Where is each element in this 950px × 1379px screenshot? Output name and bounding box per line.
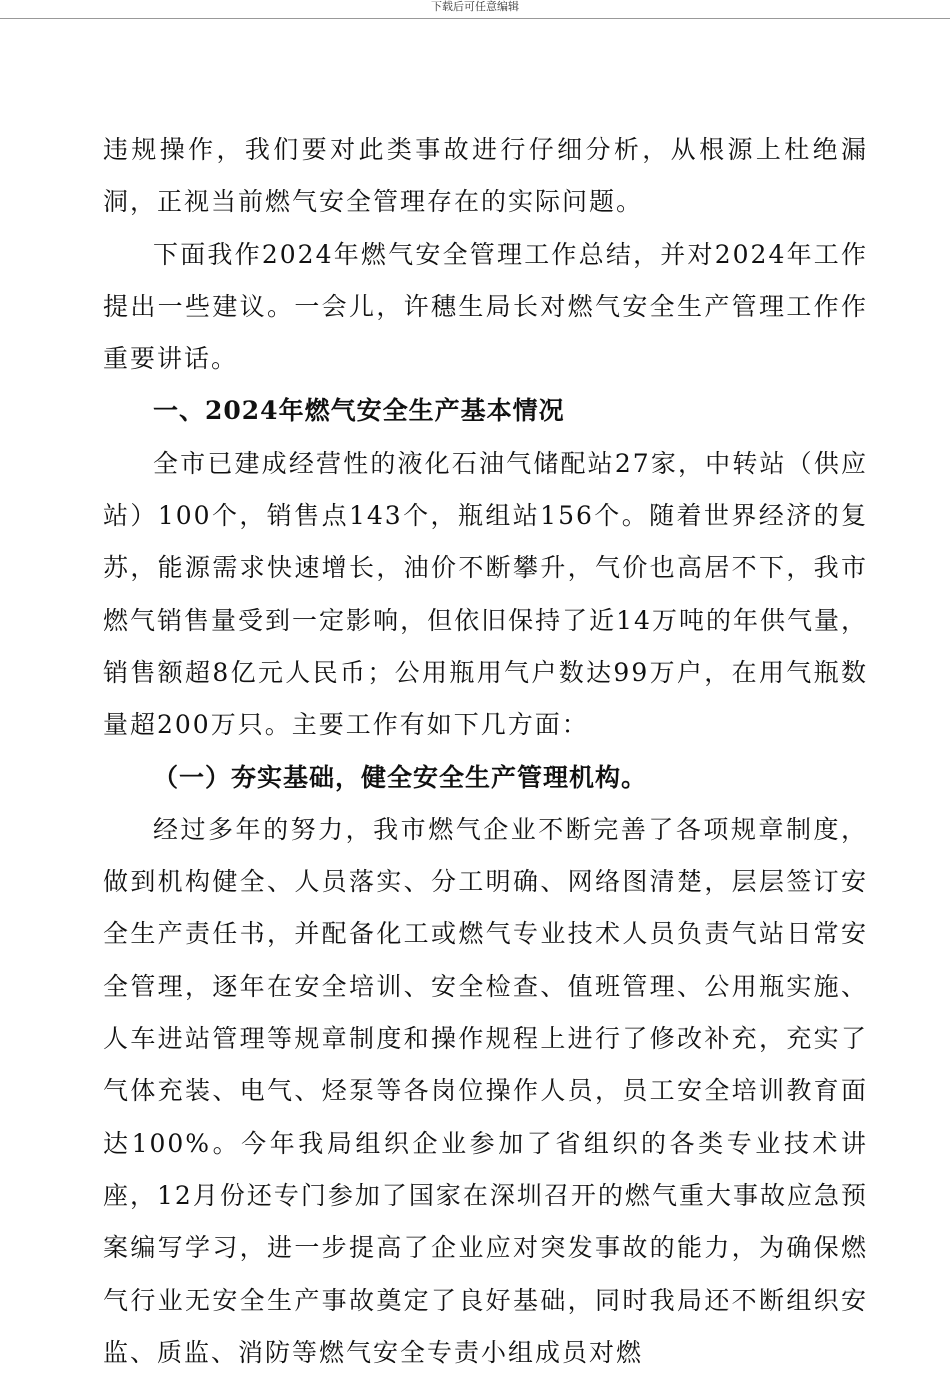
document-body [103,124,868,1379]
paragraph-foundation: 经过多年的努力，我市燃气企业不断完善了各项规章制度，做到机构健全、人员落实、分工明确、网络图清楚，层层签订安全生产责任书，并配备化工或燃气专业技术人员负责气站日常安全管理，逐年在安全培训、安全检查、值班管理、公用瓶实施、人车进站管理等规章制度和操作规程上进行了修改补充，充实了气体充装、电气、烃泵等各岗位操作人员，员工安全培训教育面达100%。今年我局组织企业参加了省组织的各类专业技术讲座，12月份还专门参加了国家在深圳召开的燃气重大事故应急预案编写学习，进一步提高了企业应对突发事故的能力，为确保燃气行业无安全生产事故奠定了良好基础，同时我局还不断组织安监、质监、消防等燃气安全专责小组成员对燃 [103,814,868,1367]
subsection-heading: （一）夯实基础，健全安全生产管理机构。 [153,762,648,792]
paragraph-intro: 下面我作2024年燃气安全管理工作总结，并对2024年工作提出一些建议。一会儿，许穗生局长对燃气安全生产管理工作作重要讲话。 [103,239,868,374]
page-header: 下载后可任意编辑 [431,0,519,13]
header-divider [0,18,950,19]
paragraph-basic-situation: 全市已建成经营性的液化石油气储配站27家，中转站（供应站）100个，销售点143个，瓶组站156个。随着世界经济的复苏，能源需求快速增长，油价不断攀升，气价也高居不下，我市燃气销售量受到一定影响，但依旧保持了近14万吨的年供气量，销售额超8亿元人民币；公用瓶用气户数达99万户，在用气瓶数量超200万只。主要工作有如下几方面： [103,448,868,740]
paragraph-continuation: 违规操作，我们要对此类事故进行仔细分析，从根源上杜绝漏洞，正视当前燃气安全管理存在的实际问题。 [103,135,868,217]
section-heading: 一、2024年燃气安全生产基本情况 [153,396,565,426]
